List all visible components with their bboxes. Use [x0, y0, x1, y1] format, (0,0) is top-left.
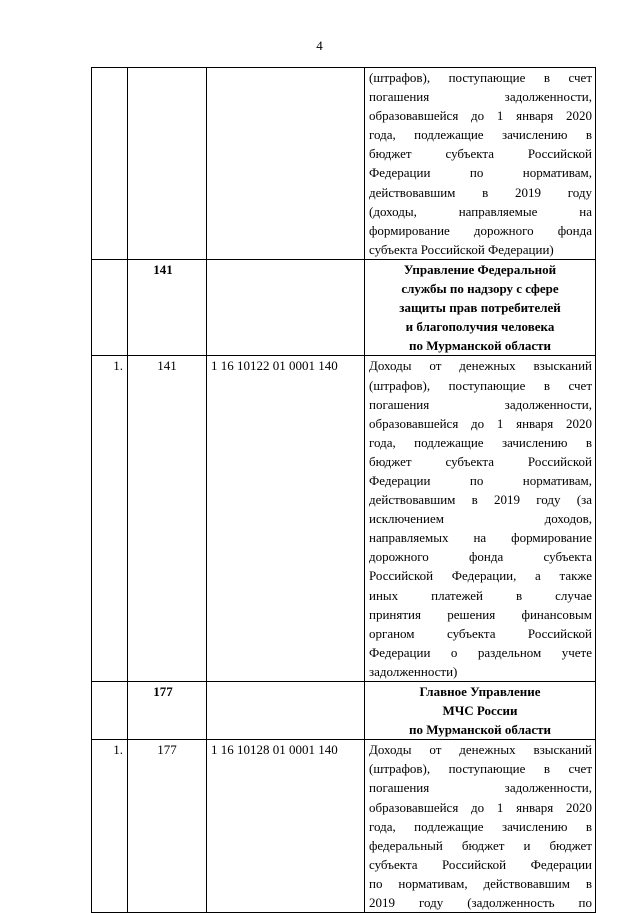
desc-line: Федерации о раздельном учете [369, 644, 592, 660]
desc-line: федеральный бюджет и бюджет [369, 837, 592, 853]
table-row [92, 740, 596, 913]
desc-line: дорожного фонда субъекта [369, 549, 592, 565]
budget-classification-code: 1 16 10128 01 0001 140 [207, 740, 365, 913]
admin-code: 141 [128, 356, 207, 682]
desc-line: погашения задолженности, [369, 780, 592, 796]
desc-line: образовавшейся до 1 января 2020 [369, 108, 592, 124]
revenue-table [91, 67, 596, 913]
admin-name-line: Главное Управление [419, 684, 541, 699]
cell-description [365, 740, 596, 913]
desc-line: действовавшим в 2019 году [369, 184, 592, 200]
admin-name-line: защиты прав потребителей [399, 300, 561, 316]
cell-description [365, 68, 596, 260]
desc-line: (доходы, направляемые на [369, 203, 592, 219]
desc-line: Федерации по нормативам, [369, 165, 592, 181]
cell-num [92, 68, 128, 260]
cell-kbk [207, 68, 365, 260]
desc-line: бюджет субъекта Российской [369, 146, 592, 162]
cell-admin-code [128, 68, 207, 260]
admin-name-line: службы по надзору с сфере [401, 281, 559, 297]
desc-line: образовавшейся до 1 января 2020 [369, 799, 592, 815]
admin-name-heading [365, 259, 596, 355]
desc-line: (штрафов), поступающие в счет [369, 377, 592, 393]
cell-description [365, 356, 596, 682]
desc-line: органом субъекта Российской [369, 625, 592, 641]
desc-line: принятия решения финансовым [369, 606, 592, 622]
desc-line: Российской Федерации, а также [369, 568, 592, 584]
admin-header-row [92, 682, 596, 740]
desc-line: иных платежей в случае [369, 587, 592, 603]
row-number: 1. [92, 356, 128, 682]
desc-line: по нормативам, действовавшим в [369, 875, 592, 891]
admin-name-line: и благополучия человека [405, 319, 555, 335]
desc-line: исключением доходов, [369, 511, 592, 527]
desc-line: бюджет субъекта Российской [369, 453, 592, 469]
admin-name-line: по Мурманской области [408, 338, 552, 354]
desc-line: задолженности) [369, 663, 458, 679]
admin-code: 177 [128, 740, 207, 913]
desc-line: 2019 году (задолженность по [369, 895, 592, 911]
desc-line: погашения задолженности, [369, 396, 592, 412]
desc-line: года, подлежащие зачислению в [369, 818, 592, 834]
admin-name-line: МЧС России [442, 703, 518, 719]
desc-line: направляемых на формирование [369, 530, 592, 546]
page-number: 4 [316, 38, 323, 53]
cell-kbk [207, 259, 365, 355]
desc-line: формирование дорожного фонда [369, 222, 592, 238]
desc-line: образовавшейся до 1 января 2020 [369, 415, 592, 431]
desc-line: года, подлежащие зачислению в [369, 127, 592, 143]
cell-num [92, 259, 128, 355]
desc-line: субъекта Российской Федерации [369, 856, 592, 872]
desc-line: действовавшим в 2019 году (за [369, 492, 592, 508]
desc-line: (штрафов), поступающие в счет [369, 70, 592, 85]
admin-name-heading [365, 682, 596, 740]
cell-num [92, 682, 128, 740]
desc-line: Федерации по нормативам, [369, 472, 592, 488]
desc-line: субъекта Российской Федерации) [369, 241, 554, 257]
row-number: 1. [92, 740, 128, 913]
table-row [92, 356, 596, 682]
admin-code-heading: 177 [128, 682, 207, 740]
cell-kbk [207, 682, 365, 740]
desc-line: Доходы от денежных взысканий [369, 742, 592, 758]
continuation-row [92, 68, 596, 260]
admin-name-line: Управление Федеральной [403, 261, 557, 277]
desc-line: Доходы от денежных взысканий [369, 358, 592, 374]
admin-code-heading: 141 [128, 259, 207, 355]
desc-line: погашения задолженности, [369, 89, 592, 105]
admin-header-row [92, 259, 596, 355]
desc-line: года, подлежащие зачислению в [369, 434, 592, 450]
budget-classification-code: 1 16 10122 01 0001 140 [207, 356, 365, 682]
desc-line: (штрафов), поступающие в счет [369, 761, 592, 777]
admin-name-line: по Мурманской области [408, 722, 552, 738]
